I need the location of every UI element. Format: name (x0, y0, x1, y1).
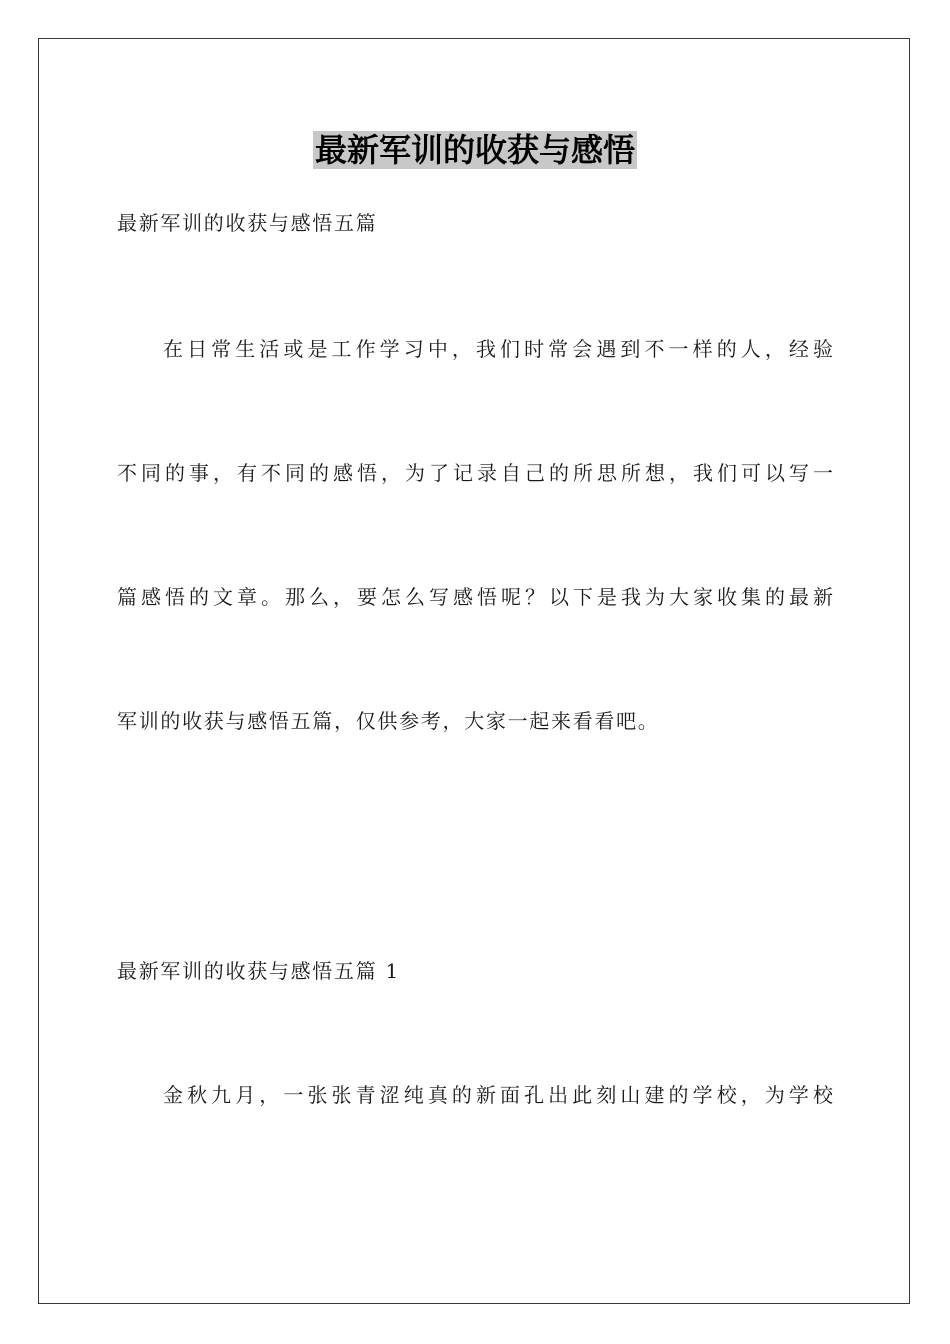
section-heading: 最新军训的收获与感悟五篇 1 (117, 959, 400, 983)
document-title-text: 最新军训的收获与感悟 (314, 131, 635, 169)
intro-line-3: 篇感悟的文章。那么，要怎么写感悟呢？以下是我为大家收集的最新 (117, 585, 833, 609)
document-subtitle: 最新军训的收获与感悟五篇 (117, 211, 378, 235)
intro-line-1: 在日常生活或是工作学习中，我们时常会遇到不一样的人，经验 (163, 337, 833, 361)
section-paragraph-line-1: 金秋九月，一张张青涩纯真的新面孔出此刻山建的学校，为学校 (163, 1083, 833, 1107)
intro-line-4: 军训的收获与感悟五篇，仅供参考，大家一起来看看吧。 (117, 709, 660, 733)
document-title (0, 126, 950, 174)
intro-line-2: 不同的事，有不同的感悟，为了记录自己的所思所想，我们可以写一 (117, 461, 833, 485)
